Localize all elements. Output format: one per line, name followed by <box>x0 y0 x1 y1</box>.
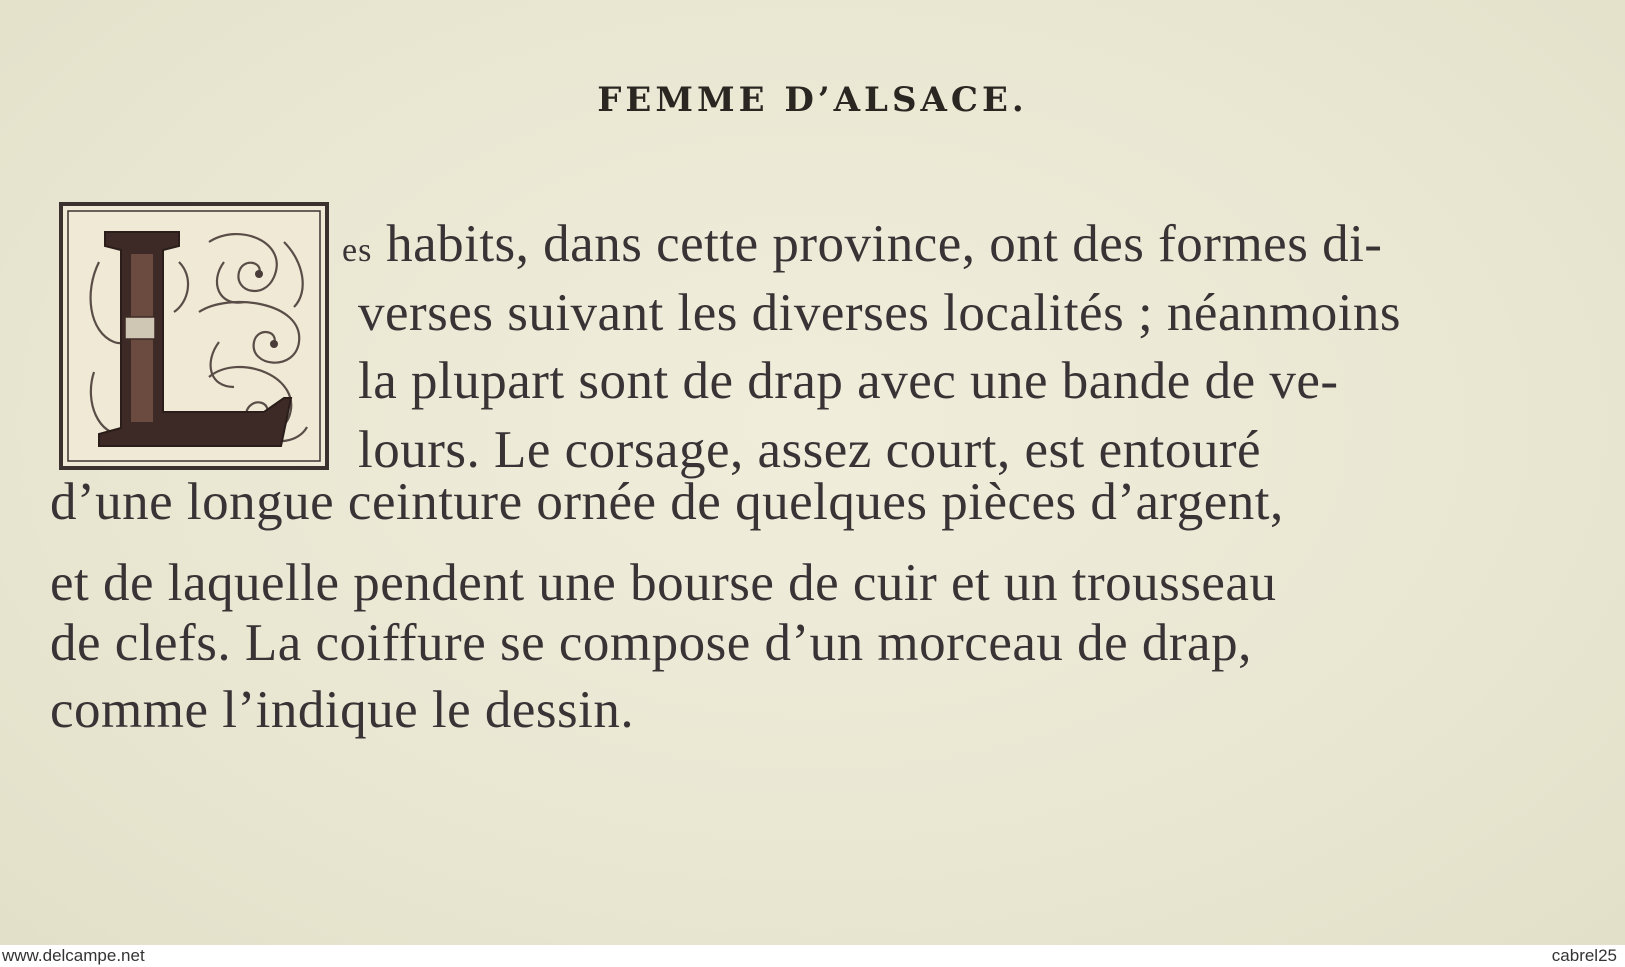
text-line-1 <box>342 214 1382 281</box>
watermark-site: www.delcampe.net <box>2 946 145 965</box>
page-title: FEMME D’ALSACE. <box>597 80 1028 120</box>
text-line-7: de clefs. La coiffure se compose d’un morceau de drap, <box>50 614 1252 672</box>
text-line-3: la plupart sont de drap avec une bande de ve- <box>358 352 1339 410</box>
text-line-2: verses suivant les diverses localités ; néanmoins <box>358 284 1402 342</box>
text-line-5: d’une longue ceinture ornée de quelques pièces d’argent, <box>50 473 1284 531</box>
watermark-seller: cabrel25 <box>1551 946 1617 965</box>
text-line-8: comme l’indique le dessin. <box>50 681 635 739</box>
watermark-bar <box>0 945 1625 967</box>
initial-letter-rest: es <box>342 232 373 269</box>
text-line-4: lours. Le corsage, assez court, est entouré <box>358 421 1262 479</box>
text-line-1-body: habits, dans cette province, ont des formes di- <box>372 215 1383 273</box>
text-line-6: et de laquelle pendent une bourse de cuir et un trousseau <box>50 554 1277 612</box>
ornamental-initial-l <box>59 202 329 470</box>
